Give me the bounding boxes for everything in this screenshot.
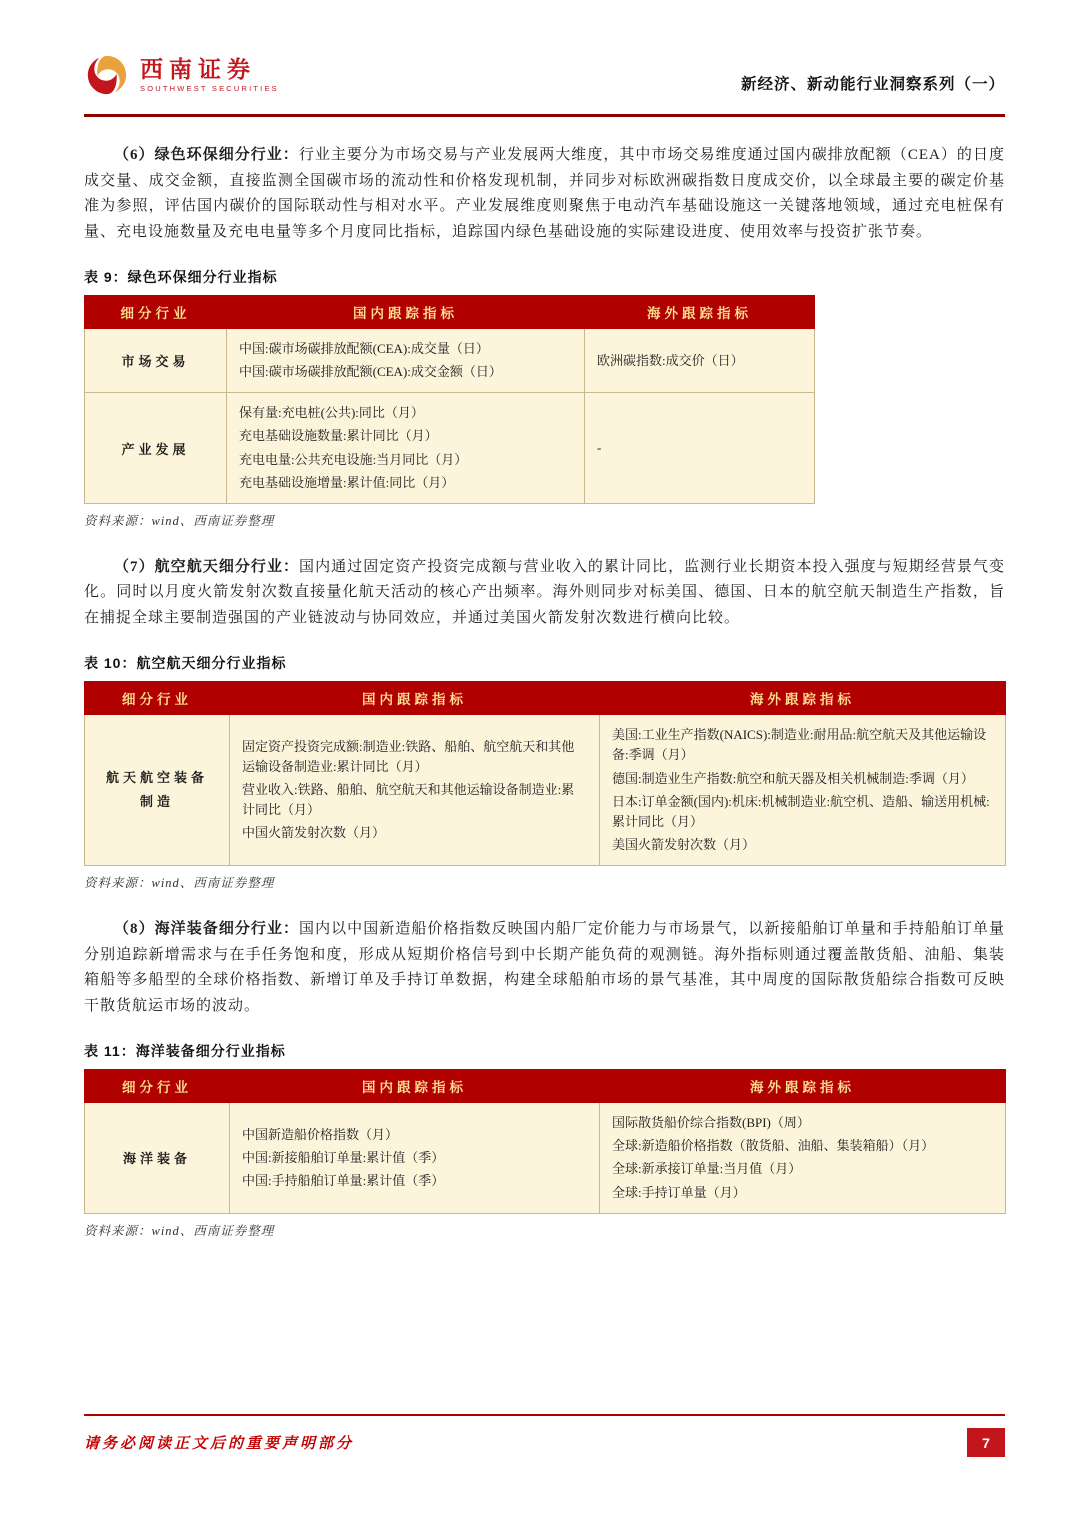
indicator-line: 美国火箭发射次数（月） [612,837,756,853]
table9-overseas-cell [585,329,815,393]
indicator-line: 日本:订单金额(国内):机床:机械制造业:航空机、造船、输送用机械:累计同比（月） [612,793,990,829]
indicator-line: 营业收入:铁路、船舶、航空航天和其他运输设备制造业:累计同比（月） [242,782,575,818]
table10-header-row [85,682,1006,715]
report-series-title: 新经济、新动能行业洞察系列（一） [740,76,1005,93]
brand-name-cn: 西南证券 [140,56,256,82]
indicator-line: 固定资产投资完成额:制造业:铁路、船舶、航空航天和其他运输设备制造业:累计同比（月） [242,738,575,775]
table9-overseas-cell [585,393,815,504]
table9-col-header-overseas: 海外跟踪指标 [585,296,815,329]
indicator-line: 充电电量:公共充电设施:当月同比（月） [239,451,468,467]
table9-row-industry-development [85,393,815,504]
indicator-line: 欧洲碳指数:成交价（日） [597,352,744,368]
table11-source-note: 资料来源：wind、西南证券整理 [84,1223,275,1238]
indicator-line: 充电基础设施增量:累计值:同比（月） [239,474,455,490]
table10-caption: 表 10：航空航天细分行业指标 [84,655,287,672]
indicator-line: 中国:手持船舶订单量:累计值（季） [242,1173,445,1189]
table9-caption: 表 9：绿色环保细分行业指标 [84,269,278,285]
footer-divider [84,1414,1005,1416]
table10-domestic-cell [230,715,600,866]
table10-col-header-industry: 细分行业 [85,682,230,715]
paragraph-7-lead: （7）航空航天细分行业： [114,558,300,575]
table11-col-header-domestic: 国内跟踪指标 [230,1070,600,1103]
indicator-line: - [597,439,602,455]
indicator-line: 中国新造船价格指数（月） [242,1126,399,1142]
table11-col-header-overseas: 海外跟踪指标 [600,1070,1006,1103]
paragraph-8 [84,917,1005,1019]
indicator-line: 美国:工业生产指数(NAICS):制造业:耐用品:航空航天及其他运输设备:季调（月） [612,727,987,763]
table11-domestic-cell [230,1103,600,1214]
table9-domestic-cell [227,393,585,504]
paragraph-7-body: 国内通过固定资产投资完成额与营业收入的累计同比，监测行业长期资本投入强度与短期经营景气变化。同时以月度火箭发射次数直接量化航天活动的核心产出频率。海外则同步对标美国、德国、日本的航空航天制造生产指数，旨在捕捉全球主要制造强国的产业链波动与协同效应，并通过美国火箭发射次数进行横向比较。 [84,558,1005,626]
paragraph-6-lead: （6）绿色环保细分行业： [114,147,299,163]
table-11 [84,1069,1006,1214]
content [0,143,1080,1239]
paragraph-6-body: 行业主要分为市场交易与产业发展两大维度，其中市场交易维度通过国内碳排放配额（CEA）的日度成交量、成交金额，直接监测全国碳市场的流动性和价格发现机制，并同步对标欧洲碳指数日度成交价，以全球最主要的碳定价基准为参照，评估国内碳价的国际联动性与相对水平。产业发展维度则聚焦于电动汽车基础设施这一关键落地领域，通过充电桩保有量、充电设施数量及充电电量等多个月度同比指标，追踪国内绿色基础设施的实际建设进度、使用效率与投资扩张节奏。 [84,147,1005,240]
indicator-line: 全球:新承接订单量:当月值（月） [612,1161,802,1177]
indicator-line: 中国:碳市场碳排放配额(CEA):成交金额（日） [239,364,502,380]
table10-industry-cell [85,715,230,866]
brand-text [140,57,279,94]
indicator-line: 全球:手持订单量（月） [612,1184,746,1200]
indicator-line: 国际散货船价综合指数(BPI)（周） [612,1115,810,1131]
table-10 [84,681,1006,866]
paragraph-6 [84,143,1005,245]
brand-logo [84,52,279,98]
header-divider [84,114,1005,117]
paragraph-8-body: 国内以中国新造船价格指数反映国内船厂定价能力与市场景气，以新接船舶订单量和手持船舶订单量分别追踪新增需求与在手任务饱和度，形成从短期价格信号到中长期产能负荷的观测链。海外指标则通过覆盖散货船、油船、集装箱船等多船型的全球价格指数、新增订单及手持订单数据，构建全球船舶市场的景气基准，其中周度的国际散货船综合指数可反映干散货航运市场的波动。 [84,921,1005,1014]
table9-industry-cell: 市场交易 [85,329,227,393]
indicator-line: 全球:新造船价格指数（散货船、油船、集装箱船）（月） [612,1138,935,1154]
indicator-line: 充电基础设施数量:累计同比（月） [239,428,438,444]
paragraph-7 [84,555,1005,632]
footer-row [84,1428,1005,1457]
indicator-line: 保有量:充电桩(公共):同比（月） [239,405,424,421]
table9-col-header-industry: 细分行业 [85,296,227,329]
table9-domestic-cell [227,329,585,393]
table11-overseas-cell [600,1103,1006,1214]
indicator-line: 中国:新接船舶订单量:累计值（季） [242,1149,445,1165]
table10-col-header-overseas: 海外跟踪指标 [600,682,1006,715]
brand-name-en: SOUTHWEST SECURITIES [140,84,279,94]
table9-industry-cell: 产业发展 [85,393,227,504]
page-number-badge: 7 [967,1428,1005,1457]
indicator-line: 中国火箭发射次数（月） [242,825,386,841]
table10-source-note: 资料来源：wind、西南证券整理 [84,876,275,891]
table10-row-aerospace-equipment [85,715,1006,866]
table11-header-row [85,1070,1006,1103]
table11-caption: 表 11：海洋装备细分行业指标 [84,1043,286,1060]
table9-source-note: 资料来源：wind、西南证券整理 [84,513,275,528]
footer-disclaimer: 请务必阅读正文后的重要声明部分 [84,1436,355,1452]
table-9 [84,295,815,504]
table11-industry-cell: 海洋装备 [85,1103,230,1214]
indicator-line: 德国:制造业生产指数:航空和航天器及相关机械制造:季调（月） [612,770,974,786]
table11-col-header-industry: 细分行业 [85,1070,230,1103]
indicator-line: 中国:碳市场碳排放配额(CEA):成交量（日） [239,341,489,356]
paragraph-8-lead: （8）海洋装备细分行业： [114,921,300,938]
table9-row-market-trading [85,329,815,393]
page-footer [84,1414,1005,1457]
table9-header-row [85,296,815,329]
page-header [0,0,1080,98]
table10-col-header-domestic: 国内跟踪指标 [230,682,600,715]
industry-label: 航天航空装备制造 [105,769,208,810]
logo-swirl-icon [84,52,130,98]
table11-row-marine-equipment [85,1103,1006,1214]
table10-overseas-cell [600,715,1006,866]
table9-col-header-domestic: 国内跟踪指标 [227,296,585,329]
